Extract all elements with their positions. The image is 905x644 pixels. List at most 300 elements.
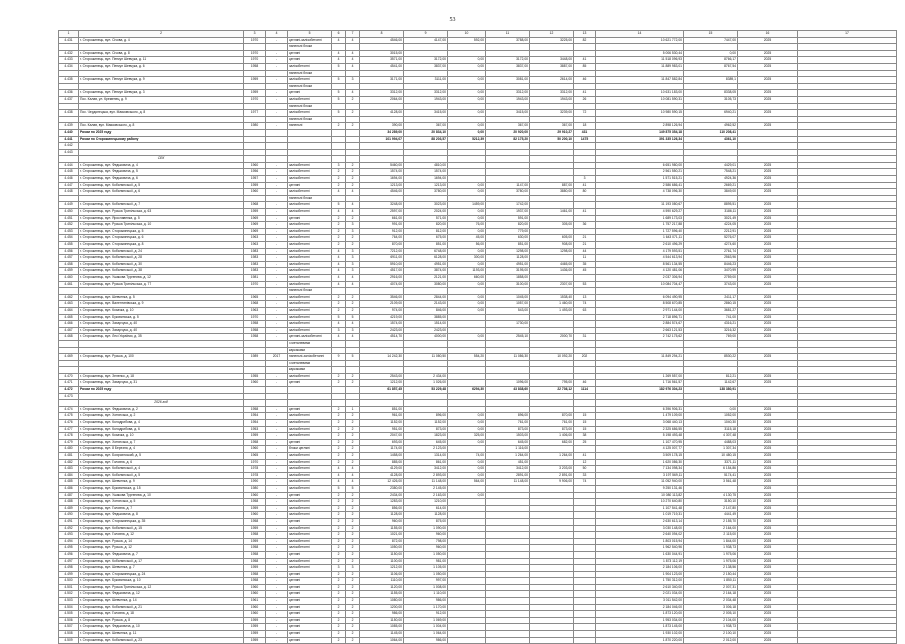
table-cell: г. Сторожинець, вул. Шевченка, д. 9 (79, 479, 244, 486)
table-cell (574, 631, 596, 638)
table-cell: 2 (346, 182, 360, 189)
table-cell: 4546,00 (360, 189, 404, 196)
table-cell (798, 156, 897, 163)
table-cell: 2 034,48 (684, 598, 738, 605)
table-cell: 3312,00 (404, 90, 448, 97)
table-cell (244, 156, 266, 163)
table-cell (486, 195, 530, 202)
table-cell: 4.504 (59, 604, 79, 611)
table-cell: 7 134 098,34 (596, 466, 684, 473)
table-cell: 10 081 590,31 (596, 96, 684, 103)
table-cell: 2 (332, 492, 346, 499)
table-cell (530, 373, 574, 380)
table-cell (738, 360, 798, 367)
table-cell: 1459,00 (448, 202, 486, 209)
table-cell: 3448,00 (530, 57, 574, 64)
table-cell: 0,00 (448, 189, 486, 196)
table-cell: цегляні (288, 631, 332, 638)
table-cell: 0,00 (448, 228, 486, 235)
table-cell (448, 558, 486, 565)
table-cell: 85 (574, 63, 596, 70)
table-cell: 2025 (738, 598, 798, 605)
table-row (59, 578, 897, 585)
table-row (59, 604, 897, 611)
table-cell (574, 578, 596, 585)
table-cell: залізобетонні (288, 248, 332, 255)
table-cell: 74 (574, 479, 596, 486)
table-cell: 3571,00 (360, 57, 404, 64)
table-cell: 4 (332, 37, 346, 44)
table-cell: 2614,00 (530, 77, 574, 84)
table-cell: 4.503 (59, 598, 79, 605)
table-cell: 1978 (244, 472, 266, 479)
table-cell: - (266, 472, 288, 479)
table-cell: 660,00 (448, 274, 486, 281)
table-cell: 1 307,34 (684, 446, 738, 453)
table-cell: 645,00 (404, 439, 448, 446)
table-cell (738, 116, 798, 123)
table-cell: 15 (574, 413, 596, 420)
table-cell (684, 116, 738, 123)
table-cell: 2025 (738, 459, 798, 466)
table-cell: 4.468 (59, 334, 79, 341)
table-cell (798, 525, 897, 532)
table-cell: 5910,00 (360, 261, 404, 268)
table-cell (448, 551, 486, 558)
table-cell: 0,00 (448, 96, 486, 103)
table-cell: 12 426,00 (360, 479, 404, 486)
table-cell: 961,00 (360, 413, 404, 420)
table-cell (530, 367, 574, 374)
table-cell (574, 492, 596, 499)
table-row (59, 525, 897, 532)
table-cell: г. Сторожинець, вул. Лесі Українки, д. 35 (79, 334, 244, 341)
table-cell: - (266, 242, 288, 249)
table-cell: 21 (574, 242, 596, 249)
table-cell: 4962,52 (684, 123, 738, 130)
table-cell: 2891,00 (486, 472, 530, 479)
table-cell: 1958 (244, 327, 266, 334)
table-cell: цегляні (288, 617, 332, 624)
table-cell: 0,00 (448, 413, 486, 420)
table-cell (404, 83, 448, 90)
table-cell: 1959 (244, 637, 266, 644)
table-cell (798, 354, 897, 361)
table-row (59, 406, 897, 413)
table-cell: 1960 (244, 591, 266, 598)
table-cell: 2 012,00 (684, 637, 738, 644)
table-row (59, 373, 897, 380)
table-cell: 2 147,80 (684, 505, 738, 512)
table-cell (596, 400, 684, 407)
table-cell: 2 145,00 (404, 485, 448, 492)
table-cell (798, 162, 897, 169)
table-cell (798, 406, 897, 413)
table-cell (596, 360, 684, 367)
table-cell: 986,00 (404, 637, 448, 644)
column-number-cell: 9 (404, 31, 448, 38)
table-cell: 0,00 (684, 50, 738, 57)
table-cell: 4147,00 (404, 37, 448, 44)
table-cell: 1953 (244, 426, 266, 433)
table-cell: 2 (346, 446, 360, 453)
table-cell (574, 367, 596, 374)
table-cell (530, 558, 574, 565)
table-cell: 2025 (738, 215, 798, 222)
table-cell: г. Сторожинець, вул. Сторожинецька, д. 5 (79, 228, 244, 235)
table-cell: 2 (332, 176, 346, 183)
table-cell: 1 975,06 (684, 551, 738, 558)
table-cell: 5212,39 (448, 136, 486, 143)
table-cell: 873,00 (404, 426, 448, 433)
table-row (59, 116, 897, 123)
table-cell: 1954 (244, 420, 266, 427)
table-cell: 2761,74 (684, 248, 738, 255)
table-cell: 2025 (738, 209, 798, 216)
table-cell (530, 176, 574, 183)
table-row (59, 439, 897, 446)
table-cell: 61 857,45 (360, 387, 404, 394)
table-cell: 4.479 (59, 439, 79, 446)
table-cell (404, 340, 448, 347)
table-cell: 325,00 (448, 433, 486, 440)
table-cell: - (266, 584, 288, 591)
table-cell (404, 400, 448, 407)
table-cell: цегляні (288, 492, 332, 499)
table-cell: - (266, 525, 288, 532)
table-cell (798, 538, 897, 545)
table-cell (574, 340, 596, 347)
table-cell: 2 (332, 505, 346, 512)
table-row (59, 156, 897, 163)
table-cell: 25 (574, 439, 596, 446)
table-cell: 2916,00 (360, 274, 404, 281)
table-cell: 1963 (244, 235, 266, 242)
column-number-cell: 3 (244, 31, 266, 38)
table-cell: 4 (346, 466, 360, 473)
table-row (59, 617, 897, 624)
table-cell: 885,00 (360, 459, 404, 466)
table-cell: 1283,00 (360, 499, 404, 506)
table-row (59, 413, 897, 420)
table-cell: 2025 (738, 57, 798, 64)
table-cell: цегляні (288, 380, 332, 387)
table-cell (266, 288, 288, 295)
table-cell: 82 (574, 37, 596, 44)
table-cell: 7548,21 (684, 169, 738, 176)
table-cell: - (266, 512, 288, 519)
table-cell: 1960 (244, 162, 266, 169)
table-cell: 851,00 (486, 242, 530, 249)
table-cell: 2 898 126,94 (596, 123, 684, 130)
table-cell: 1943,00 (486, 96, 530, 103)
table-cell: - (266, 268, 288, 275)
column-number-cell: 13 (574, 31, 596, 38)
table-cell: - (266, 63, 288, 70)
table-cell: 4517,00 (360, 268, 404, 275)
table-cell (798, 334, 897, 341)
table-cell: 3 (574, 176, 596, 183)
table-cell (574, 70, 596, 77)
table-cell (684, 347, 738, 354)
table-cell: 4.443 (59, 149, 79, 156)
table-cell (530, 143, 574, 150)
table-cell: 45 (574, 268, 596, 275)
table-cell: 2025 (738, 301, 798, 308)
table-cell: 1956 (244, 169, 266, 176)
table-cell: 2025 (738, 37, 798, 44)
table-cell: 1 170,00 (404, 604, 448, 611)
table-cell (448, 393, 486, 400)
table-cell (244, 288, 266, 295)
table-cell (574, 327, 596, 334)
table-cell (346, 44, 360, 51)
table-cell: 2025 (738, 373, 798, 380)
table-cell: 1503,00 (486, 433, 530, 440)
table-cell: 1 930 102,00 (596, 631, 684, 638)
table-cell: 2 (332, 631, 346, 638)
table-cell (574, 485, 596, 492)
table-cell: 1 479 109,00 (596, 413, 684, 420)
table-cell (59, 367, 79, 374)
table-cell (798, 294, 897, 301)
table-cell: 5460,00 (360, 162, 404, 169)
table-cell: 10 980 590,15 (596, 110, 684, 117)
table-cell: 3 068 440,13 (596, 420, 684, 427)
table-cell: 5 (346, 485, 360, 492)
table-cell (332, 143, 346, 150)
table-cell (360, 393, 404, 400)
table-cell (448, 195, 486, 202)
table-cell: - (266, 380, 288, 387)
table-cell: 2 (346, 584, 360, 591)
table-cell: 4.440 (59, 129, 79, 136)
table-cell: - (266, 611, 288, 618)
table-cell: 2 (346, 505, 360, 512)
table-cell (574, 571, 596, 578)
table-cell: 4.492 (59, 525, 79, 532)
table-cell: 2 586 686,41 (596, 182, 684, 189)
table-cell: - (266, 57, 288, 64)
table-cell (59, 83, 79, 90)
column-number-cell: 7 (346, 31, 360, 38)
table-cell: 851,00 (404, 242, 448, 249)
table-cell (684, 367, 738, 374)
table-cell: 1 026,00 (404, 380, 448, 387)
table-cell (486, 492, 530, 499)
table-cell: г. Сторожинець, вул. Пенкул Шевчука, д. 3 (79, 90, 244, 97)
table-cell: - (266, 176, 288, 183)
table-cell (486, 631, 530, 638)
table-cell: г. Сторожинець, вул. Кобилянської, д. 7 (79, 202, 244, 209)
table-cell: 367,00 (486, 123, 530, 130)
table-cell (332, 387, 346, 394)
table-cell: 6 651 980,00 (596, 162, 684, 169)
table-cell: 2 (346, 624, 360, 631)
table-cell: 1970 (244, 37, 266, 44)
table-cell: 4 125 007,77 (596, 446, 684, 453)
table-cell: 2759,00 (684, 274, 738, 281)
table-cell (596, 149, 684, 156)
table-cell: 1958 (244, 499, 266, 506)
table-row (59, 538, 897, 545)
table-cell: 4 (332, 321, 346, 328)
table-cell (332, 360, 346, 367)
table-cell (530, 202, 574, 209)
table-cell: 870,00 (360, 242, 404, 249)
table-cell: 682,00 (530, 439, 574, 446)
table-cell: залізобетонні (288, 466, 332, 473)
table-cell (530, 545, 574, 552)
table-cell: г. Сторожинець, вул. Руська Трипільська, д. 12 (79, 584, 244, 591)
table-cell: 1960 (244, 584, 266, 591)
table-cell (59, 288, 79, 295)
table-cell: 3415,00 (486, 110, 530, 117)
table-cell (360, 143, 404, 150)
table-cell: 2 123,00 (404, 446, 448, 453)
table-cell: 4.465 (59, 314, 79, 321)
table-cell: 4 (332, 334, 346, 341)
table-cell: 4 (332, 274, 346, 281)
table-row (59, 532, 897, 539)
table-row (59, 479, 897, 486)
table-cell (244, 400, 266, 407)
table-cell: 4.431 (59, 37, 79, 44)
table-cell: 4.481 (59, 453, 79, 460)
table-cell (266, 70, 288, 77)
table-cell: г. Сторожинець, вул. Шевченка, д. 14 (79, 598, 244, 605)
table-cell: 2 434,00 (404, 373, 448, 380)
table-cell (596, 367, 684, 374)
table-cell: 4.491 (59, 518, 79, 525)
table-cell: 2025 (738, 63, 798, 70)
table-cell (448, 103, 486, 110)
table-cell: 3837,00 (486, 63, 530, 70)
table-cell (596, 83, 684, 90)
table-cell (486, 50, 530, 57)
table-row (59, 598, 897, 605)
table-cell: 4.458 (59, 261, 79, 268)
table-cell: 2 115,00 (684, 532, 738, 539)
table-cell: г. Сторожинець, вул. Буковинська, д. 5 (79, 314, 244, 321)
table-cell: 769,00 (684, 334, 738, 341)
table-cell: 4 (332, 281, 346, 288)
table-cell (244, 103, 266, 110)
table-cell: 1 004,00 (404, 624, 448, 631)
table-cell (360, 367, 404, 374)
table-cell (486, 512, 530, 519)
table-cell: залізобетонні (288, 433, 332, 440)
table-cell (332, 149, 346, 156)
table-cell (404, 156, 448, 163)
table-cell: 1128,00 (404, 512, 448, 519)
table-cell: - (266, 485, 288, 492)
table-cell: 812,00 (404, 228, 448, 235)
table-cell: 1958 (244, 63, 266, 70)
table-cell: 2025 (738, 472, 798, 479)
table-cell: 2 (346, 571, 360, 578)
table-cell: 960,00 (360, 518, 404, 525)
table-cell: 3 006,18 (684, 604, 738, 611)
table-cell (360, 44, 404, 51)
table-cell: 3415,00 (404, 110, 448, 117)
table-cell: 10 480,15 (684, 453, 738, 460)
table-cell (798, 123, 897, 130)
table-cell: г. Сторожинець, вул. Ярославенка, д. 5 (79, 215, 244, 222)
table-cell (684, 149, 738, 156)
table-cell: 2025 (738, 327, 798, 334)
table-cell (360, 156, 404, 163)
table-cell: 2025 (738, 228, 798, 235)
table-cell: 2 (346, 96, 360, 103)
table-cell (738, 400, 798, 407)
table-cell: 645,00 (486, 439, 530, 446)
table-cell: Разом по Сторожинецькому району (79, 136, 244, 143)
table-cell: 4.495 (59, 545, 79, 552)
table-cell (244, 44, 266, 51)
table-cell: 56,00 (448, 242, 486, 249)
table-cell: 1963 (244, 307, 266, 314)
table-cell: 5 (346, 314, 360, 321)
table-cell: залізобетонні (288, 373, 332, 380)
table-cell (574, 505, 596, 512)
table-cell: 13 (574, 294, 596, 301)
table-cell: 896,00 (486, 413, 530, 420)
table-cell (332, 129, 346, 136)
table-cell (574, 565, 596, 572)
table-cell: 2 164,18 (684, 591, 738, 598)
table-cell (530, 485, 574, 492)
table-cell: 2 (346, 169, 360, 176)
table-cell (448, 591, 486, 598)
table-cell: панельні-залізобетонні (288, 354, 332, 361)
table-cell: 3 (346, 77, 360, 84)
table-cell (486, 499, 530, 506)
table-cell: 2 (346, 426, 360, 433)
table-cell (530, 400, 574, 407)
table-cell (448, 44, 486, 51)
table-cell: 2025 (738, 248, 798, 255)
table-cell: 4.456 (59, 248, 79, 255)
table-cell: 2 (346, 591, 360, 598)
table-cell: 3887,00 (530, 63, 574, 70)
table-cell: 3 (346, 228, 360, 235)
table-cell: залізобетонні (288, 525, 332, 532)
table-cell (574, 598, 596, 605)
table-cell: г. Сторожинець, вул. Січова, д. 8 (79, 50, 244, 57)
table-cell: 33 (574, 472, 596, 479)
table-cell: 1970 (244, 314, 266, 321)
table-cell: 26 (574, 96, 596, 103)
table-cell (798, 209, 897, 216)
table-cell: 2025 (738, 551, 798, 558)
table-cell: 1957 (244, 176, 266, 183)
table-cell: 8446,23 (684, 261, 738, 268)
table-cell: 1989 (244, 354, 266, 361)
table-cell: 2 (346, 307, 360, 314)
table-row (59, 228, 897, 235)
table-cell: 2 325 686,55 (596, 426, 684, 433)
table-row (59, 182, 897, 189)
table-cell (59, 195, 79, 202)
table-cell: 36 (574, 222, 596, 229)
table-cell: залізобетонні (288, 327, 332, 334)
table-cell: 2 (332, 571, 346, 578)
table-cell: 4 (332, 209, 346, 216)
table-cell (244, 360, 266, 367)
table-cell (574, 617, 596, 624)
table-cell: - (266, 373, 288, 380)
